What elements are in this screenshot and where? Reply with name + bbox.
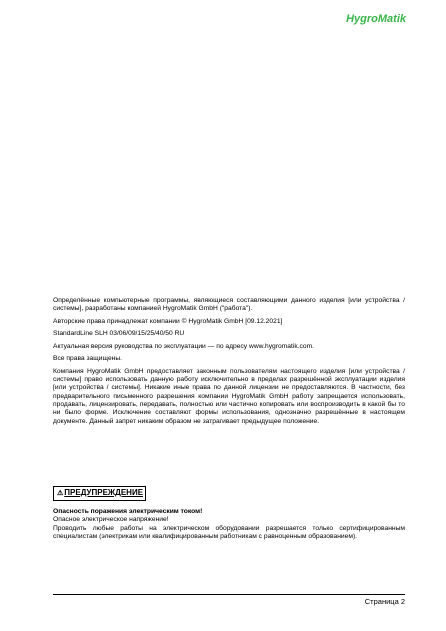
warning-title: Опасность поражения электрическим током! [53, 508, 203, 515]
logo-matik: Matik [377, 13, 406, 25]
warning-label: ПРЕДУПРЕЖДЕНИЕ [64, 488, 144, 497]
copyright-section [53, 297, 405, 430]
paragraph-model: StandardLine SLH 03/06/09/15/25/40/50 RU [53, 330, 185, 338]
warning-line-2: Проводить любые работы на электрическом оборудовании разрешается только сертифицированным специалистам (электрикам или квалифицированным работникам с равноценным образованием). [53, 524, 405, 540]
warning-line-1: Опасное электрическое напряжение! [53, 516, 169, 524]
logo-hygro: Hygro [346, 13, 378, 25]
footer-divider [53, 594, 405, 595]
paragraph-manual-url: Актуальная версия руководства по эксплуатации — по адресу www.hygromatik.com. [53, 342, 315, 350]
warning-section [53, 508, 405, 541]
paragraph-copyright: Авторские права принадлежат компании © HygroMatik GmbH [09.12.2021] [53, 317, 283, 325]
warning-label-box [53, 486, 146, 501]
hygromatik-logo [346, 10, 406, 26]
paragraph-license: Компания HygroMatik GmbH предоставляет законным пользователям настоящего изделия [или устройства / системы] право использовать данную работу исключительно в пределах разрешённой эксплуатации изделия [или устройства / системы]. Никакие иные права по данной лицензии не предоставляются. В частности, без предварительного письменного разрешения компании HygroMatik GmbH работу запрещается использовать, продавать, лицензировать, передавать, полностью или частично копировать или воспроизводить в какой бы то ни было форме. Исключение составляют формы использования, однозначно разрешённые в настоящем документе. Данный запрет никаким образом не затрагивает предыдущее положение. [53, 367, 405, 425]
paragraph-rights: Все права защищены. [53, 355, 123, 363]
warning-triangle-icon: ⚠ [57, 490, 64, 497]
page-number: Страница 2 [364, 597, 405, 606]
paragraph-software: Определённые компьютерные программы, являющиеся составляющими данного изделия [или устройства / системы], разработаны компанией HygroMatik GmbH ("работа"). [53, 297, 405, 313]
